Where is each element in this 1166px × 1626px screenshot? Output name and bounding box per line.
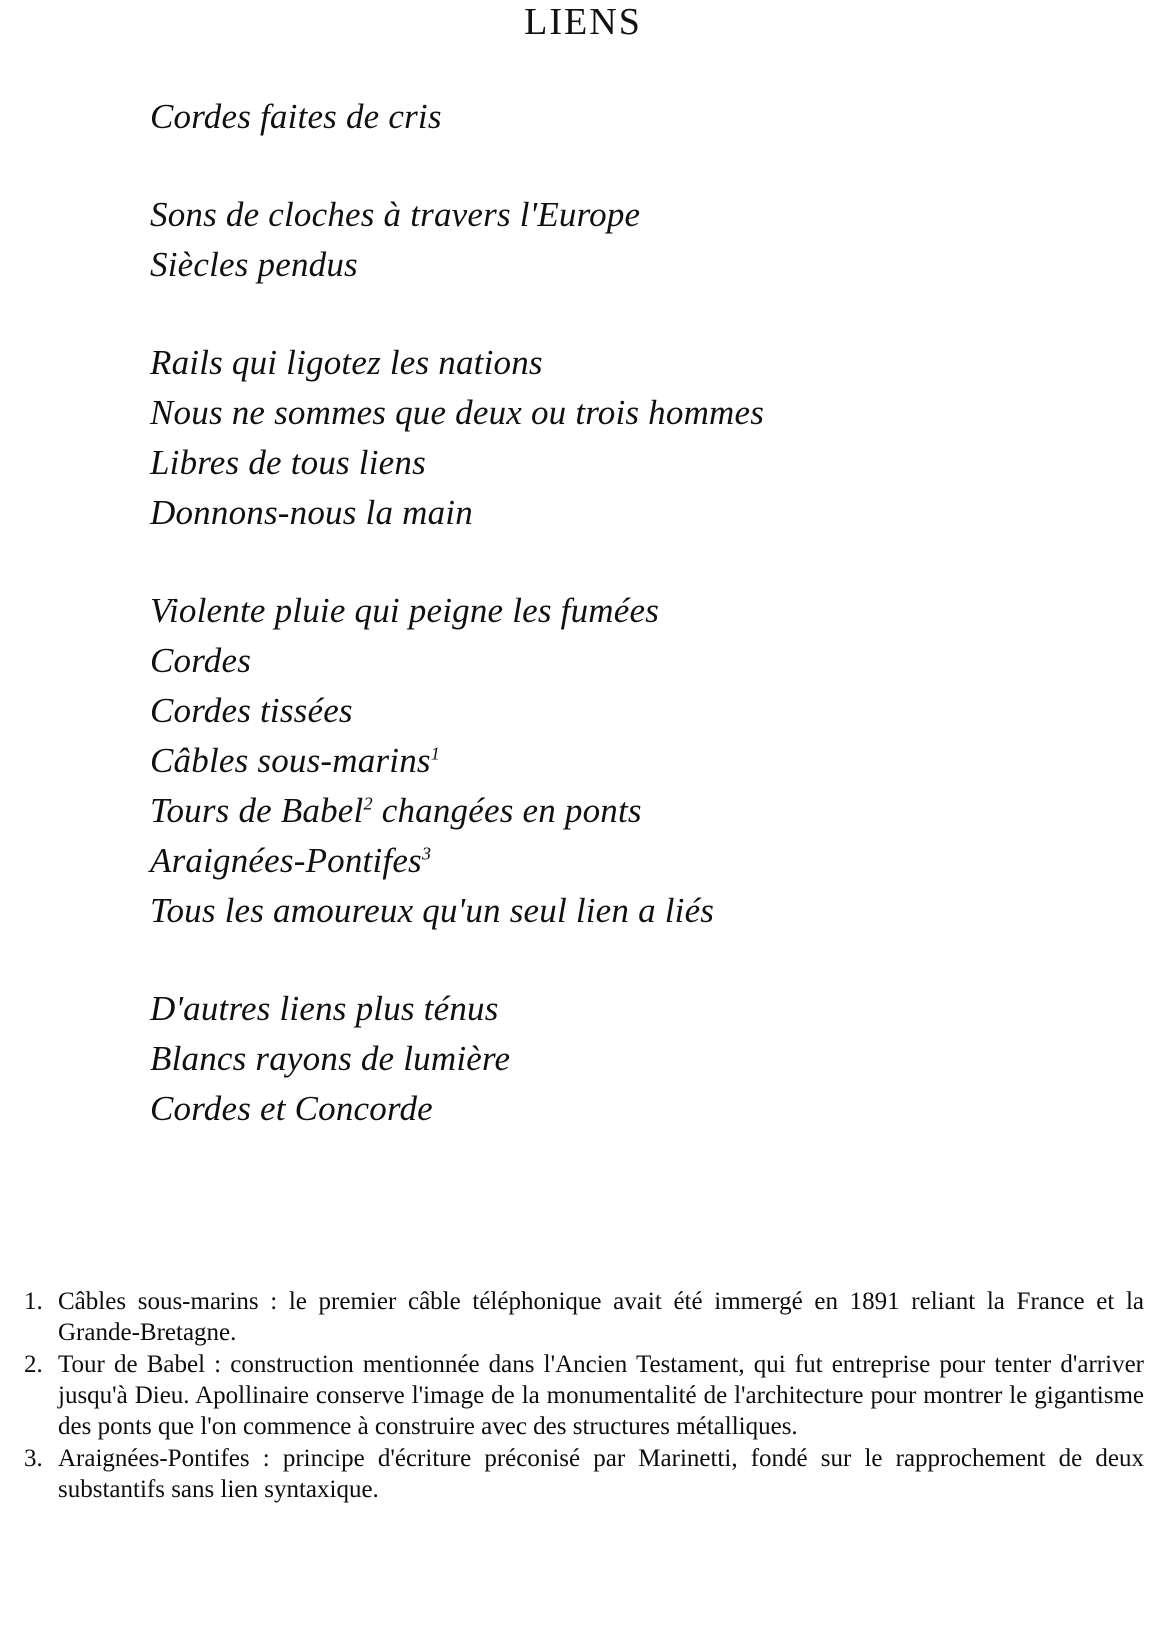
verse-line xyxy=(150,338,1050,388)
verse-text: Tous les amoureux qu'un seul lien a liés xyxy=(150,891,715,930)
verse-text: Violente pluie qui peigne les fumées xyxy=(150,591,660,630)
stanza xyxy=(150,190,1050,290)
footnotes-section xyxy=(24,1286,1144,1506)
verse-line xyxy=(150,92,1050,142)
stanza xyxy=(150,338,1050,538)
verse-line xyxy=(150,438,1050,488)
verse-text: Cordes tissées xyxy=(150,691,353,730)
verse-text: Blancs rayons de lumière xyxy=(150,1039,511,1078)
verse-text-continued: changées en ponts xyxy=(372,791,642,830)
verse-line xyxy=(150,836,1050,886)
verse-text: Araignées-Pontifes xyxy=(150,841,422,880)
footnote-marker[interactable]: 2 xyxy=(363,793,373,814)
verse-line xyxy=(150,240,1050,290)
stanza xyxy=(150,984,1050,1134)
verse-text: Cordes faites de cris xyxy=(150,97,442,136)
verse-line xyxy=(150,636,1050,686)
verse-text: Cordes et Concorde xyxy=(150,1089,433,1128)
poem-body xyxy=(150,92,1050,1134)
footnote-number: 2. xyxy=(24,1351,43,1378)
verse-text: Câbles sous-marins xyxy=(150,741,431,780)
verse-text: Tours de Babel xyxy=(150,791,364,830)
verse-text: D'autres liens plus ténus xyxy=(150,989,499,1028)
verse-line xyxy=(150,686,1050,736)
page-title: LIENS xyxy=(524,1,642,43)
verse-text: Sons de cloches à travers l'Europe xyxy=(150,195,641,234)
footnote-text: Tour de Babel : construction mentionnée dans l'Ancien Testament, qui fut entreprise pour tenter d'arriver jusqu'à Dieu. Apollinaire conserve l'image de la monumentalité de l'architecture pour montrer le gigantisme des ponts que l'on commence à construire avec des structures métalliques. xyxy=(58,1351,1144,1440)
footnote-item xyxy=(24,1286,1144,1348)
footnote-marker[interactable]: 3 xyxy=(421,843,432,864)
verse-line xyxy=(150,736,1050,786)
verse-line xyxy=(150,488,1050,538)
verse-text: Cordes xyxy=(150,641,252,680)
verse-text: Donnons-nous la main xyxy=(150,493,473,532)
verse-line xyxy=(150,586,1050,636)
verse-line xyxy=(150,388,1050,438)
footnote-marker[interactable]: 1 xyxy=(430,743,441,764)
stanza xyxy=(150,586,1050,936)
stanza xyxy=(150,92,1050,142)
footnote-text: Câbles sous-marins : le premier câble téléphonique avait été immergé en 1891 reliant la France et la Grande-Bretagne. xyxy=(58,1288,1144,1346)
verse-line xyxy=(150,190,1050,240)
verse-line xyxy=(150,886,1050,936)
verse-text: Siècles pendus xyxy=(150,245,358,284)
verse-text: Libres de tous liens xyxy=(150,443,426,482)
verse-text: Nous ne sommes que deux ou trois hommes xyxy=(150,393,765,432)
verse-line xyxy=(150,1034,1050,1084)
verse-line xyxy=(150,984,1050,1034)
footnote-item xyxy=(24,1349,1144,1442)
verse-line xyxy=(150,1084,1050,1134)
footnote-text: Araignées-Pontifes : principe d'écriture préconisé par Marinetti, fondé sur le rapprochement de deux substantifs sans lien syntaxique. xyxy=(58,1445,1144,1503)
footnote-number: 1. xyxy=(24,1288,43,1315)
footnote-number: 3. xyxy=(24,1445,43,1472)
verse-text: Rails qui ligotez les nations xyxy=(150,343,543,382)
footnote-item xyxy=(24,1443,1144,1505)
verse-line xyxy=(150,786,1050,836)
